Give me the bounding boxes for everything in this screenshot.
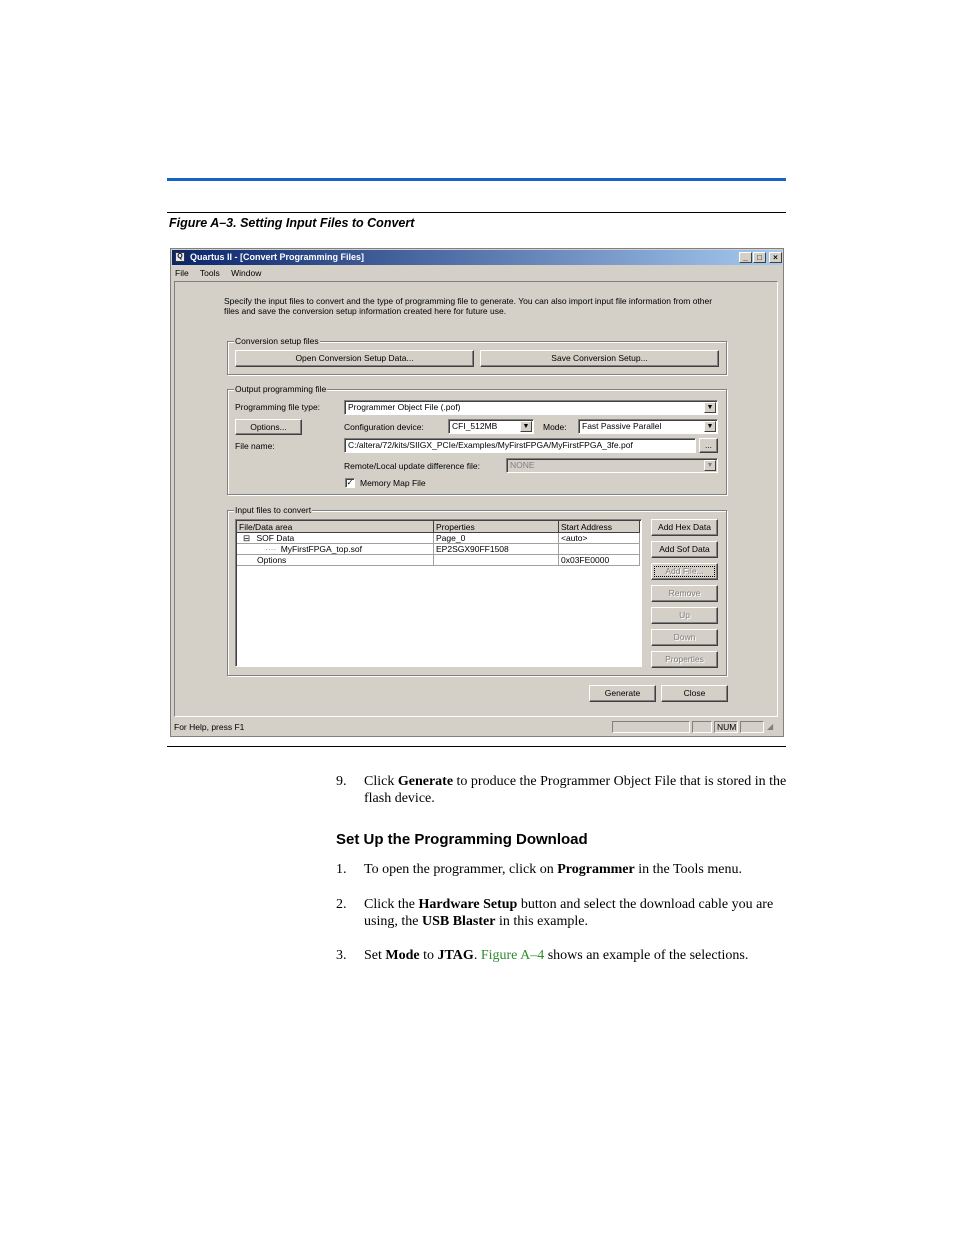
- generate-button[interactable]: Generate: [589, 685, 656, 702]
- table-row[interactable]: [237, 555, 640, 566]
- chevron-down-icon[interactable]: ▼: [704, 402, 716, 413]
- menu-window[interactable]: Window: [231, 268, 262, 278]
- minimize-button[interactable]: _: [739, 252, 752, 263]
- menu-bar: [175, 267, 270, 279]
- remote-diff-select[interactable]: [506, 458, 718, 473]
- menu-file[interactable]: File: [175, 268, 189, 278]
- add-sof-data-button[interactable]: Add Sof Data: [651, 541, 718, 558]
- config-device-select[interactable]: [448, 419, 534, 434]
- tree-collapse-icon[interactable]: ⊟: [243, 533, 251, 543]
- output-programming-label: Output programming file: [235, 384, 327, 394]
- mode-label: Mode:: [543, 422, 567, 432]
- row-start: [559, 544, 640, 555]
- memory-map-label: Memory Map File: [360, 478, 426, 488]
- open-conversion-setup-button[interactable]: Open Conversion Setup Data...: [235, 350, 474, 367]
- row-name: Options: [257, 555, 287, 565]
- column-header-file[interactable]: File/Data area: [237, 521, 434, 533]
- tree-connector-icon: ····: [265, 544, 277, 554]
- mode-value: Fast Passive Parallel: [582, 421, 662, 431]
- mode-select[interactable]: [578, 419, 718, 434]
- step-text: Click Generate to produce the Programmer Object File that is stored in the flash device.: [364, 774, 787, 806]
- chevron-down-icon[interactable]: ▼: [704, 460, 716, 471]
- quartus-window: [170, 248, 784, 737]
- title-bar[interactable]: [172, 250, 782, 265]
- column-header-properties[interactable]: Properties: [434, 521, 559, 533]
- conversion-setup-label: Conversion setup files: [235, 336, 319, 346]
- header-rule: [167, 178, 786, 181]
- add-hex-data-button[interactable]: Add Hex Data: [651, 519, 718, 536]
- status-bar: [174, 720, 778, 734]
- figure-a4-link[interactable]: Figure A–4: [480, 948, 545, 963]
- chevron-down-icon[interactable]: ▼: [520, 421, 532, 432]
- step-number: 9.: [336, 774, 347, 789]
- step-number: 1.: [336, 862, 347, 877]
- down-button[interactable]: Down: [651, 629, 718, 646]
- remove-button[interactable]: Remove: [651, 585, 718, 602]
- row-name: MyFirstFPGA_top.sof: [280, 544, 362, 554]
- column-header-start[interactable]: Start Address: [559, 521, 640, 533]
- file-type-label: Programming file type:: [235, 402, 321, 412]
- step-number: 3.: [336, 948, 347, 963]
- window-title: Quartus II - [Convert Programming Files]: [190, 252, 365, 262]
- row-properties: [434, 555, 559, 566]
- row-start: <auto>: [559, 533, 640, 544]
- status-panel: [740, 721, 764, 733]
- chevron-down-icon[interactable]: ▼: [704, 421, 716, 432]
- status-help-text: For Help, press F1: [174, 722, 245, 732]
- quartus-app-icon[interactable]: Q: [175, 252, 185, 262]
- close-window-button[interactable]: ×: [769, 252, 782, 263]
- status-panel: [692, 721, 712, 733]
- file-name-input[interactable]: C:/altera/72/kits/SIIGX_PCIe/Examples/MyFirstFPGA/MyFirstFPGA_3fe.pof: [344, 438, 696, 453]
- status-panel: [612, 721, 690, 733]
- memory-map-checkbox[interactable]: ✓: [346, 478, 354, 487]
- step-text: To open the programmer, click on Programmer in the Tools menu.: [364, 862, 742, 877]
- input-files-list[interactable]: [235, 519, 642, 667]
- file-type-select[interactable]: [344, 400, 718, 415]
- step-text: Set Mode to JTAG. Figure A–4 shows an example of the selections.: [364, 948, 749, 963]
- file-type-value: Programmer Object File (.pof): [348, 402, 461, 412]
- config-device-label: Configuration device:: [344, 422, 424, 432]
- close-button[interactable]: Close: [661, 685, 728, 702]
- options-button[interactable]: Options...: [235, 419, 302, 435]
- properties-button[interactable]: Properties: [651, 651, 718, 668]
- step-text: Click the Hardware Setup button and select the download cable you are using, the USB Blaster in this example.: [364, 897, 774, 929]
- resize-grip-icon[interactable]: ◢: [767, 722, 774, 731]
- remote-diff-value: NONE: [510, 460, 535, 470]
- figure-top-rule: [167, 212, 786, 213]
- row-start: 0x03FE0000: [559, 555, 640, 566]
- row-properties: Page_0: [434, 533, 559, 544]
- instructions-text: Specify the input files to convert and the type of programming file to generate. You can also import input file information from other files and save the conversion setup information created here for future use.: [224, 296, 713, 316]
- maximize-button[interactable]: □: [753, 252, 766, 263]
- remote-diff-label: Remote/Local update difference file:: [344, 461, 480, 471]
- row-properties: EP2SGX90FF1508: [434, 544, 559, 555]
- figure-caption: Figure A–3. Setting Input Files to Convert: [169, 216, 415, 230]
- file-name-label: File name:: [235, 441, 275, 451]
- input-files-label: Input files to convert: [235, 505, 312, 515]
- table-row[interactable]: [237, 544, 640, 555]
- browse-button[interactable]: ...: [699, 438, 718, 453]
- status-num: NUM: [714, 721, 738, 733]
- up-button[interactable]: Up: [651, 607, 718, 624]
- figure-bottom-rule: [167, 746, 786, 747]
- row-name: SOF Data: [256, 533, 295, 543]
- config-device-value: CFI_512MB: [452, 421, 498, 431]
- step-number: 2.: [336, 897, 347, 912]
- menu-tools[interactable]: Tools: [199, 268, 220, 278]
- add-file-button[interactable]: Add File...: [651, 563, 718, 580]
- save-conversion-setup-button[interactable]: Save Conversion Setup...: [480, 350, 719, 367]
- section-heading: Set Up the Programming Download: [336, 831, 588, 848]
- table-row[interactable]: [237, 533, 640, 544]
